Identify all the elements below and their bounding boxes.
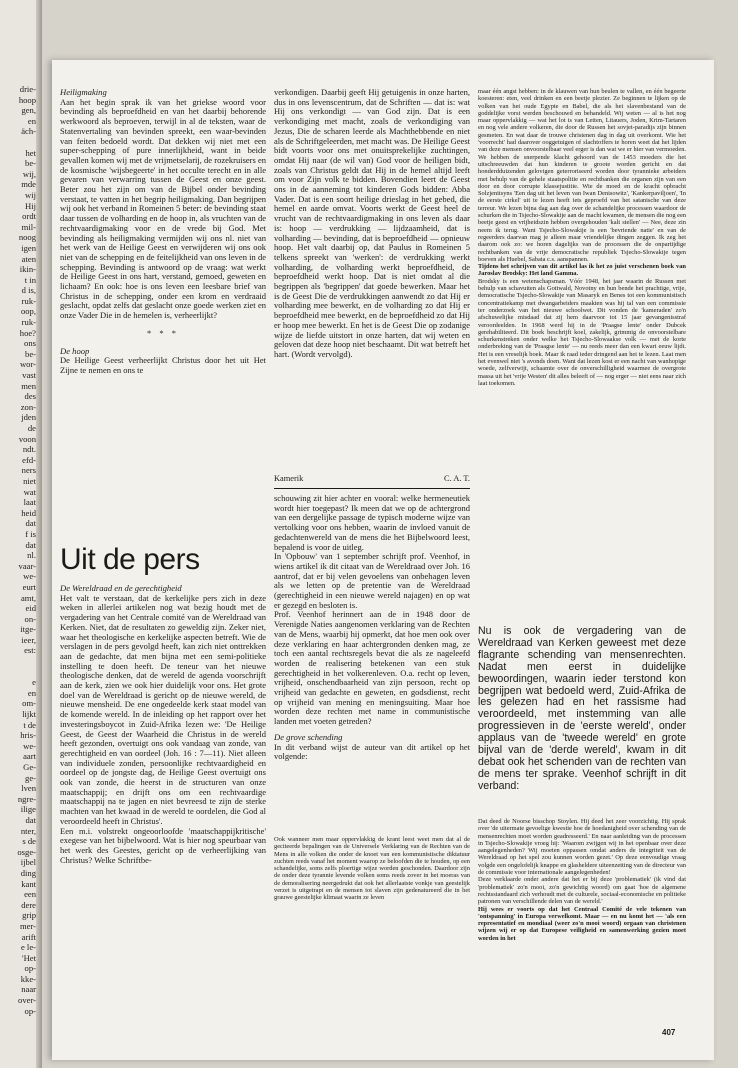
previous-page-line: ilige xyxy=(20,804,36,815)
previous-page-line: ordt xyxy=(22,211,36,222)
article2-paragraph: Een m.i. volstrekt ongeoorloofde 'maatschappijkritische' exegese van het bijbelwoord. Wat is hier nog speurbaar van het werk des Geestes, gericht op de verheerlijking van Christus? Welke Schriftbe- xyxy=(60,825,266,865)
previous-page-line: oop, xyxy=(20,306,36,317)
signature-initials: C. A. T. xyxy=(444,474,470,483)
previous-page-line: vaar- xyxy=(18,560,36,571)
previous-page-line: ruk- xyxy=(21,295,36,306)
previous-page-line: kant xyxy=(21,878,36,889)
previous-page-line: Hij xyxy=(25,200,36,211)
previous-page-line: en xyxy=(27,687,36,698)
previous-page-line: we- xyxy=(23,571,36,582)
previous-page-line: ge- xyxy=(25,772,36,783)
previous-page-line: mde xyxy=(21,179,36,190)
previous-page-line: igen xyxy=(21,242,36,253)
previous-page-line: naar xyxy=(21,984,36,995)
previous-page-line: wat xyxy=(23,486,36,497)
quote-text: Dat deed de Noorse bisschop Stoylen. Hij deed het zeer voorzichtig. Hij sprak over 'de uitermate gevoelige kwestie hoe de hoedanigheid over schending van de mensenrechten moet worden geadresseerd.' En naar aanleiding van de processen in Tsjecho-Slowakije vroeg hij: 'Waarom zwijgen wij in het openbaar over deze aangelegenheden? Wij moeten oppassen omdat anders de integriteit van de Wereldraad op het spel zou kunnen worden gezet.' Op deze eenvoudige vraag volgde een ongelofelijk knappe en glasheldere uiteenzetting van de directeur van de commissie voor internationale aangelegenheden! xyxy=(478,818,686,877)
article2-column3-bottom xyxy=(478,818,686,1030)
article1-column1 xyxy=(60,88,266,498)
previous-page-line: dat xyxy=(25,539,36,550)
previous-page-line: op- xyxy=(24,1005,36,1016)
previous-page-line: en xyxy=(27,115,36,126)
article1-paragraph: De Heilige Geest verheerlijkt Christus door het uit Het Zijne te nemen en ons te xyxy=(60,355,266,375)
previous-page-line: nl. xyxy=(27,550,36,561)
previous-page-line: t de xyxy=(23,719,36,730)
previous-page-line xyxy=(2,667,36,678)
quote-text: Ook wanneer men maar oppervlakkig de krant leest weet men dat al de geciteerde bepalingen van de Universele Verklaring van de Rechten van de Mens in alle volken die onder de knoet van een kommunistische diktatuur zuchten reeds vanaf het moment waarop ze beloofden die te houden, op een schandelijke, soms zelfs ploertige wijze worden geschonden. Daardoor zijn de onder deze tyrannie levende volken soms reeds zover in het moeras van de demoralisering neergedrukt dat ook het allerlaatste vonkje van geestelijk verzet is uitgetrapt en de mensen tot slaven zijn gedenatureerd die in het grauwe geestelijke klimaat waarin ze leven xyxy=(274,836,470,902)
article2-column3-lead xyxy=(478,626,686,812)
previous-page-line: 'Het xyxy=(22,952,36,963)
previous-page-line: ndt. xyxy=(22,444,36,455)
signature-place: Kamerik xyxy=(274,474,304,483)
previous-page-line: zon- xyxy=(20,401,36,412)
article1-paragraph: Aan het begin sprak ik van het griekse woord voor bevinding als beproefdheid en van het daarbij behorende werkwoord als beproeven, terwijl in al de teksten, waar de Statenvertaling van bevinden spreekt, een waar-bevinden van feiten bedoeld wordt. Dat dekken wij niet met een super-schepping of pure innerlijkheid, want in beide gevallen komen wij met de vrijmetselarij, de rozekruisers en de kosmische 'wijsbegeerte' in het occulte terecht en in alle gevaren van verwarring tussen de Geest en onze geest. Beter zou het zijn om van de Bijbel onder bevinding verstaat, te vatten in het begrip heiligmaking. Dan begrijpen wij ook het verband in Romeinen 5 beter: de bevinding staat daar tussen de volharding en de hoop in, als vruchten van de rechtvaardigmaking voor en de vrede bij God. Met bevinding als heiligmaking vermijden wij ons nl. niet van het werk van de Heilige Geest en verwijderen wij ons ook niet van de schepping en de feitelijkheid van ons leven in de schepping. Bevinding is antwoord op de vraag: wat werkt de Heilige Geest in ons hart, verstand, gemoed, geweten en lichaam? En ook: hoe is ons leven een leesbare brief van Christus in de schepping, onder een krom en verdraaid geslacht, opdat zelfs dat geslacht onze goede werken ziet en onze Vader Die in de hemelen is, verheerlijkt? xyxy=(60,96,266,321)
previous-page-line: grip xyxy=(22,910,36,921)
previous-page-line: on- xyxy=(24,613,36,624)
previous-page-line: ijbel xyxy=(20,857,36,868)
previous-page-edge xyxy=(0,0,42,1068)
article2-quote-block xyxy=(274,836,470,1022)
page-fold-shadow xyxy=(36,0,42,1068)
previous-page-line: osge- xyxy=(17,846,36,857)
previous-page-line: op- xyxy=(24,963,36,974)
previous-page-line: niet xyxy=(23,475,36,486)
previous-page-text xyxy=(2,84,36,1016)
previous-page-line: dat xyxy=(25,518,36,529)
article2-paragraph: schouwing zit hier achter en vooral: welke hermeneutiek wordt hier toegepast? Ik meen dat we op de achtergrond van een dergelijke passage de typisch moderne wijze van vertolking voor ons hebben, waarin de invloed vanuit de gedachtenwereld van de mens die het Bijbelwoord leest, bepalend is voor de uitleg. xyxy=(274,494,470,552)
subheading-heiligmaking: Heiligmaking xyxy=(60,88,107,97)
previous-page-line: Ge- xyxy=(23,762,36,772)
previous-page-line: dat xyxy=(25,814,36,825)
article2-paragraph: Het valt te verstaan, dat de kerkelijke pers zich in deze weken in allerlei artikelen nog wat bezig houdt met de vergadering van het Centrale comité van de Wereldraad van Kerken. Niet, dat de resultaten zo geweldig zijn. Zeker niet, waar het theologische en kerkelijke aspecten betreft. Wie de verslagen in de pers gevolgd heeft, kan zich niet onttrekken aan de gedachte, dat men bijna met een semi-politieke instelling te doen heeft. De teneur van het nieuwe theologische denken, dat de wereld de agenda voorschrijft aan de kerk, zien we ook hier duidelijk voor ons. Het grote doel van de Wereldraad is gericht op de nieuwe wereld, de nieuwe mensheid. De ene ongedeelde kerk staat model van de komende wereld. In de inleiding op het rapport over het investeringsboycot in Zuid-Afrika lezen we: 'De Heilige Geest, de Geest der Waarheid die Christus in de wereld heeft gezonden, overtuigt ons ook vandaag van zonde, van gerechtigheid en van oordeel (Joh. 16 : 7—11). Niet alleen van individuele zonden, persoonlijke rechtvaardigheid en oordeel op de jongste dag, de Heilige Geest overtuigt ons ook van zonde, die heerst in de structuren van onze maatschappij; en drijft ons om een rechtvaardige maatschappij na te jagen en niet bevreesd te zijn de sterke machten van het kwaad in de wereld te oordelen, die God al veroordeeld heeft in Christus'. xyxy=(60,592,266,826)
previous-page-line xyxy=(2,656,36,667)
previous-page-line: äch- xyxy=(21,126,36,137)
previous-page-line: vast xyxy=(22,370,36,381)
previous-page-line: ngre- xyxy=(17,793,36,804)
previous-page-line: dere xyxy=(21,899,36,910)
previous-page-line: eurt xyxy=(22,581,36,592)
previous-page-line: efd- xyxy=(22,454,36,465)
previous-page-line: ieer, xyxy=(21,634,36,645)
previous-page-line: d is, xyxy=(21,285,36,296)
previous-page-line: eid xyxy=(25,603,36,614)
article2-column1 xyxy=(60,584,266,1016)
article1-column2 xyxy=(274,88,470,468)
previous-page-line: ruk- xyxy=(21,317,36,328)
previous-page-line: e le- xyxy=(20,942,36,953)
previous-page-line: aten xyxy=(21,253,36,264)
section-title-uit-de-pers: Uit de pers xyxy=(60,543,200,576)
quote-text: Deze verklaarde onder andere dat het er bij deze 'problematiek' (ik vind dat 'problematiek' zo'n mooi, zo'n gewichtig woord) om gaat 'hoe de algemene rechtsstandaard zich verhoudt met de culturele, sociaal-economische en politieke patronen van verschillende delen van de wereld.' xyxy=(478,876,686,906)
previous-page-line: wij xyxy=(25,189,36,200)
quote-bold-text: Tijdens het schrijven van dit artikel las ik het zo juist verschenen boek van Jaroslav Brodsky: Het land Gamma. xyxy=(478,263,686,278)
previous-page-line: amt, xyxy=(20,592,36,603)
previous-page-line: be- xyxy=(25,158,36,169)
page-number: 407 xyxy=(662,1028,676,1037)
previous-page-line: ons xyxy=(24,338,36,349)
previous-page-line: we- xyxy=(23,740,36,751)
previous-page-line: hris- xyxy=(20,730,36,741)
previous-page-line: een xyxy=(24,889,36,900)
previous-page-line: noog xyxy=(18,232,36,243)
previous-page-line: over- xyxy=(18,995,36,1006)
previous-page-line xyxy=(2,137,36,148)
previous-page-line: kke- xyxy=(20,973,36,984)
quote-text: maar één angst hebben: in de klauwen van hun beulen te vallen, en één begeerte koesteren: eten, veel drinken en een beetje plezier. Ze beginnen te lijken op de volken van het oude Egypte en Babel, die als het slavenbestand van de goddelijke vorst werden beschouwd en behandeld. Wij weten — al is het nog maar oppervlakkig — wat het lot is van Letten, Litauers, Joden, Krim-Tartaren en nog vele andere volkeren, die door de Russen het sovjet-paradijs zijn binnen gesmeten. En wat daar de trouwe christenen dag in dag uit overkomt. Wie het 'voorrecht' had daarover ooggetuigen of slachtoffers te horen weet dat het lijden van deze mensen onvoorstelbaar veel erger is dan wat we er hier van vermoeden. We hebben de snerpende klacht gehoord van de 1453 moeders die het uitschreeuwden dat hun kinderen te groote worden gericht en dat honderdduizenden gelovigen geterroriseerd worden door tyrannieke arbeiders met behulp van de gehele staatspolitie en rechtbanken die organen zijn van een door en door corrupte klassejustitie. Wie de moed en de kracht opbracht Solzjenitsyns 'Een dag uit het leven van Iwan Denisowitz', 'Kankerpaviljoen', 'In de eerste cirkel' uit te lezen heeft iets geproefd van het satanische van deze terreur. We lezen bijna dag aan dag over de schandelijke processen waardoor de schurken die in Tsjecho-Slowakije aan de macht kwamen, de mensen die nog een beetje geest en vrijheidszin hebben overgehouden 'kalt stellen' — Nee, deze zin neem ik terug. Want Tsjecho-Slowakije is een 'bevriende natie' en van de regeerders daarvan mag je alleen maar vriendelijke dingen zeggen. Ik zeg het daarom ook zo: we horen dagelijks van de processen die de onpartijdige rechtbanken van de vrije democratische republiek Tsjecho-Slowakije tegen boeven als Huebel, Sabata c.s. aanspannen. xyxy=(478,88,686,263)
magazine-page xyxy=(52,60,714,1060)
quote-text: Brodsky is een wetenschapsman. Vóór 1948, het jaar waarin de Russen met behulp van schavuiten als Gottwald, Novotny en hun bende het prachtige, vrije, democratische Tsjecho-Slowakije van Masaryk en Benes tot een kommunistisch concentratiekamp met dwangarbeiders maakten was hij tal van een commissie ter onderzoek van het nieuwe schoolwet. Dit vonden de 'kameraden' zo'n afschuwelijke misdaad dat zij hem daarvoor tot 15 jaar gevangenisstraf veroordeelden. In 1968 werd hij in de 'Praagse lente' onder Dubcek gerehabiliteerd. Dit boek beschrijft koel, zakelijk, grimmig de onvoorstelbare schurkenstreken onder welke het Tsjecho-Slowaakse volk — met de korte onderbreking van de 'Praagse lente' — nu reeds meer dan een kwart eeuw lijdt. Het is een vreselijk boek. Maar ik raad ieder dringend aan het te lezen. Laat men het evenwel niet 's avonds doen. Want dat lezen kost er een nacht van wanhopige woede, zelfverwijt, schaamte over de onverschilligheid waarmee de overgrote massa uit het 'vrije Westen' dit alles beleeft of — nog erger — niet eens naar zich laat toekomen. xyxy=(478,277,686,387)
previous-page-line: mer- xyxy=(19,920,36,931)
article1-paragraph: verkondigen. Daarbij geeft Hij getuigenis in onze harten, dus in ons levenscentrum, dat de Schriften — dat is: wat Hij ons verkondigt — van God zijn. Dat is een verkondiging met macht, zoals de verkondiging van Jezus, Die de scharen leerde als Machthebbende en niet als de Schriftgeleerden, met macht was. De Heilige Geest bidt voorts voor ons met onuitsprekelijke zuchtingen, omdat Hij naar (de wil van) God voor de heiligen bidt, zoals van Christus geldt dat Hij in de hemel altijd leeft om voor Zijn volk te bidden. Bovendien leert de Geest ons in de aanneming tot kinderen Gods bidden: Abba Vader. Dat is een soort heilige drieslag in het gebed, die hemel en aarde omvat. Voorts werkt de Geest heel de vrucht van de rechtvaardigmaking in ons leven als daar is: hoop — verdrukking — lijdzaamheid, dat is volharding — bevinding, dat is beproefdheid — opnieuw hoop. Het valt daarbij op, dat Paulus in Romeinen 5 telkens spreekt van 'werken': de verdrukking werkt volharding, de volharding werkt beproefdheid, de beproefdheid werkt hoop. Dat is niet omdat al die begrippen als 'begrippen' dat goede bewerken. Maar het is de Geest Die de verdrukkingen aanwendt zo dat Hij er volharding mee bewerkt, en de volharding zo dat Hij er beproefdheid mee bewerkt, en de beproefdheid zo dat Hij er hoop mee bewerkt. En het is de Geest Die op zodanige wijze de liefde uitstort in onze harten, dat wij weten en geloven dat deze hoop niet beschaamt. Dit wat betreft het hart. (Wordt vervolgd). xyxy=(274,88,470,359)
previous-page-line: laat xyxy=(23,497,36,508)
previous-page-line: itge- xyxy=(20,624,36,635)
previous-page-line: t in xyxy=(24,274,36,285)
article2-paragraph: In 'Opbouw' van 1 september schrijft prof. Veenhof, in wiens artikel ik dit citaat van de Wereldraad over Joh. 16 aantrof, dat er bij velen gevoelens van onbehagen leven als we letten op de pretentie van de Wereldraad (gerechtigheid in een nieuwe wereld najagen) en op wat er gezegd en besloten is. xyxy=(274,551,470,610)
previous-page-line: lven xyxy=(21,783,36,794)
previous-page-line: gen, xyxy=(21,105,36,116)
previous-page-line: est: xyxy=(24,645,36,656)
quote-bold-text: Hij wees er voorts op dat het Centraal Comité de vele tekenen van 'ontspanning' in Europa verwelkomt. Maar — en nu komt het — 'als een representatief en mondiaal (weer zo'n mooi woord) orgaan van christenen wijzen wij er op dat Europese veiligheid en samenwerking gezien moet worden in het xyxy=(478,905,686,942)
previous-page-line: drie- xyxy=(19,84,36,94)
previous-page-line: men xyxy=(21,380,36,391)
article2-column2 xyxy=(274,494,470,826)
previous-page-line: ners xyxy=(21,465,36,476)
previous-page-line: heid xyxy=(21,507,36,518)
previous-page-line: om- xyxy=(22,698,36,709)
previous-page-line: aart xyxy=(23,751,36,762)
previous-page-line: hoe? xyxy=(19,327,36,338)
previous-page-line: e xyxy=(32,677,36,688)
subheading-de-hoop: De hoop xyxy=(60,345,90,356)
previous-page-line: s de xyxy=(22,836,36,847)
previous-page-line: ding xyxy=(20,867,36,878)
previous-page-line: de xyxy=(27,423,36,433)
previous-page-line: wor- xyxy=(19,359,36,370)
previous-page-line: be- xyxy=(25,348,36,359)
subheading-grove-schending: De grove schending xyxy=(274,731,343,742)
previous-page-line: arift xyxy=(21,931,36,942)
previous-page-line: f is xyxy=(25,528,36,539)
previous-page-line: ikin- xyxy=(19,264,36,275)
previous-page-line: hoop xyxy=(18,94,36,105)
article2-paragraph: Prof. Veenhof herinnert aan de in 1948 door de Verenigde Naties aangenomen verklaring van de Rechten van de Mens, waarbij hij opmerkt, dat hoe men ook over deze verklaring en haar achtergronden denken mag, ze toch een aantal rechtsregels bevat die als ze nageleefd worden de realisering betekenen van een stuk gerechtigheid in het volkerenleven. O.a. recht op leven, vrijheid, onschendbaarheid van zijn persoon, recht op vrijheid van gedachte en geweten, en godsdienst, recht op vrijheid van mening en meningsuiting. Maar hoe worden deze rechten met name in communistische landen met voeten getreden? xyxy=(274,609,470,727)
previous-page-line: jden xyxy=(21,412,36,423)
article-signature xyxy=(274,474,470,483)
previous-page-line: lijkt xyxy=(22,709,36,720)
subheading-wereldraad: De Wereldraad en de gerechtigheid xyxy=(60,584,182,593)
previous-page-line: nter, xyxy=(20,825,36,836)
previous-page-line: wij, xyxy=(22,168,36,179)
section-divider-stars: * * * xyxy=(147,327,179,338)
article2-column3-top xyxy=(478,88,686,620)
previous-page-line: mil- xyxy=(21,221,36,232)
previous-page-line: des xyxy=(24,391,36,402)
article2-paragraph: In dit verband wijst de auteur van dit artikel op het volgende: xyxy=(274,741,470,762)
previous-page-line: voon xyxy=(18,433,36,444)
article-separator-line xyxy=(274,488,470,489)
previous-page-line: het xyxy=(25,147,36,158)
lead-paragraph: Nu is ook de vergadering van de Wereldraad van Kerken geweest met deze flagrante schending van mensenrechten. Nadat men eerst in duidelijke bewoordingen, waarin ieder terstond kon begrijpen wat bedoeld werd, Zuid-Afrika de les gelezen had en het rassisme had veroordeeld, met instemming van alle progressieven in de 'eerste wereld', onder applaus van de 'tweede wereld' en grote bijval van de 'derde wereld', kwam in dit debat ook het schenden van de rechten van de mens ter sprake. Veenhof schrijft in dit verband: xyxy=(478,626,686,792)
